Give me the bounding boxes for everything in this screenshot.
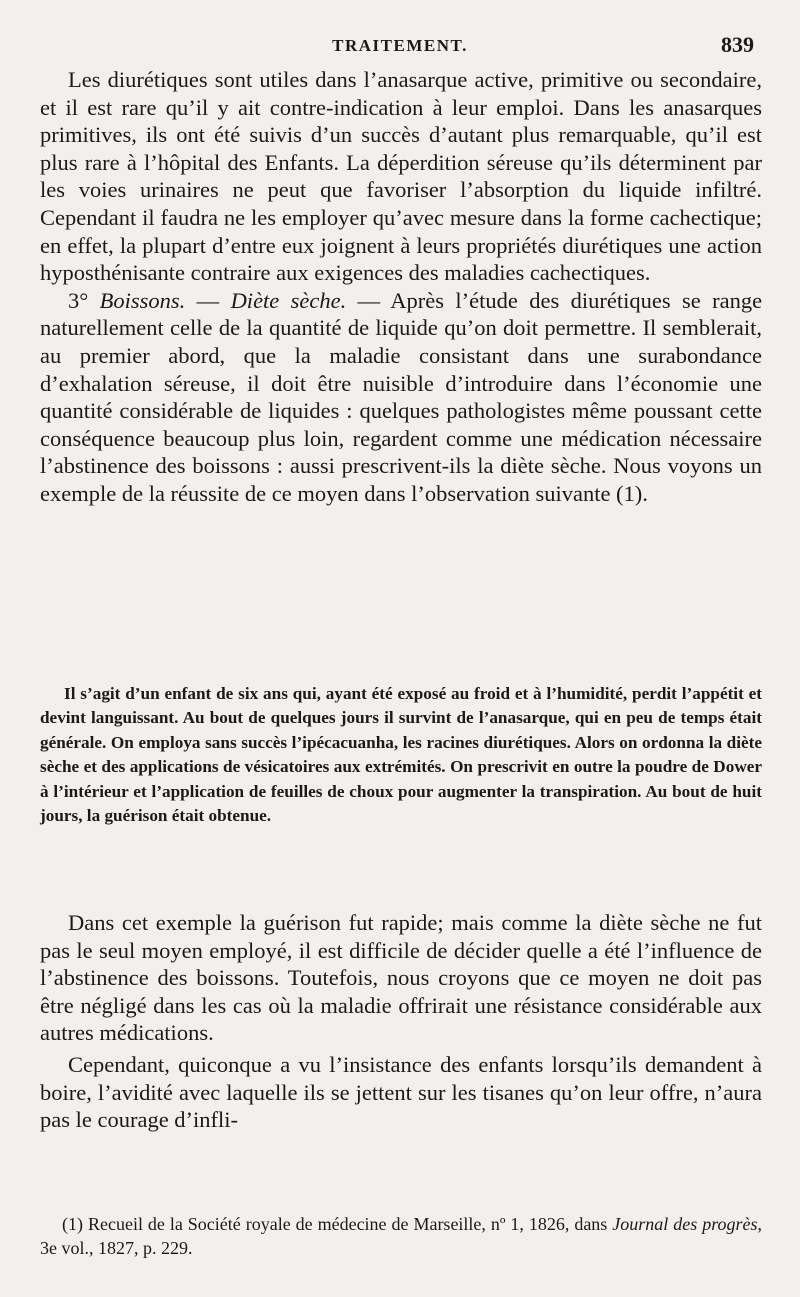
paragraph-cependant: Cependant, quiconque a vu l’insistance des enfants lorsqu’ils demandent à boire, l’avidité avec laquelle ils se jettent sur les tisanes qu’on leur offre, n’aura pas le courage d’infli- — [40, 1051, 762, 1133]
running-head — [40, 34, 760, 58]
observation-text: Il s’agit d’un enfant de six ans qui, ayant été exposé au froid et à l’humidité, perdit l’appétit et devint languissant. Au bout de quelques jours il survint de l’anasarque, qui en peu de temps était générale. On employa sans succès l’ipécacuanha, les racines diurétiques. Alors on ordonna la diète sèche et des applications de vésicatoires aux extrémités. On prescrivit en outre la poudre de Dower à l’intérieur et l’application de feuilles de choux pour augmenter la transpiration. Au bout de huit jours, la guérison était obtenue. — [40, 684, 762, 826]
section-number: 3° — [68, 287, 89, 313]
section-heading-diete-seche: Diète sèche. — [230, 287, 347, 313]
page-number: 839 — [721, 32, 754, 57]
paragraph-boissons-text: — Après l’étude des diurétiques se range naturellement celle de la quantité de liquide qu’on doit permettre. Il semblerait, au premier abord, que la maladie consistant dans une surabondance d’exhalation séreuse, il doit être nuisible d’introduire dans l’économie une quantité considérable de liquides : quelques pathologistes même poussant cette conséquence beaucoup plus loin, regardent comme une médication nécessaire l’abstinence des boissons : aussi prescrivent-ils la diète sèche. Nous voyons un exemple de la réussite de ce moyen dans l’observation suivante (1). — [40, 287, 763, 506]
footnote-journal: Journal des progrès — [612, 1214, 758, 1234]
footnote-line — [40, 1212, 762, 1260]
section-heading-boissons: Boissons. — [99, 287, 186, 313]
paragraph-diuretiques: Les diurétiques sont utiles dans l’anasarque active, primitive ou secondaire, et il est rare qu’il y ait contre-indication à leur emploi. Dans les anasarques primitives, ils ont été suivis d’un succès d’autant plus remarquable, qu’il est plus rare à l’hôpital des Enfants. La déperdition séreuse qu’ils déterminent par les voies urinaires ne peut que favoriser l’absorption du liquide infiltré. Cependant il faudra ne les employer qu’avec mesure dans la forme cachectique; en effet, la plupart d’entre eux joignent à leurs propriétés diurétiques une action hyposthénisante contraire aux exigences des maladies cachectiques. — [40, 67, 762, 286]
footnote-text-a: Recueil de la Société royale de médecine de Marseille, nº 1, 1826, dans — [87, 1214, 608, 1234]
main-text-continued — [40, 909, 762, 1138]
paragraph-exemple: Dans cet exemple la guérison fut rapide; mais comme la diète sèche ne fut pas le seul moyen employé, il est difficile de décider quelle a été l’influence de l’abstinence des boissons. Toutefois, nous croyons que ce moyen ne doit pas être négligé dans les cas où la maladie offrirait une résistance considérable aux autres médications. — [40, 910, 762, 1046]
paragraph-boissons — [40, 287, 762, 508]
heading-dash: — — [196, 287, 220, 313]
footnote-marker: (1) — [62, 1214, 83, 1234]
footnote-text-b: , 3e vol., 1827, p. 229. — [40, 1214, 763, 1258]
observation-block — [40, 682, 762, 828]
main-text — [40, 66, 762, 508]
footnote — [40, 1212, 762, 1260]
running-title: TRAITEMENT. — [332, 36, 468, 55]
